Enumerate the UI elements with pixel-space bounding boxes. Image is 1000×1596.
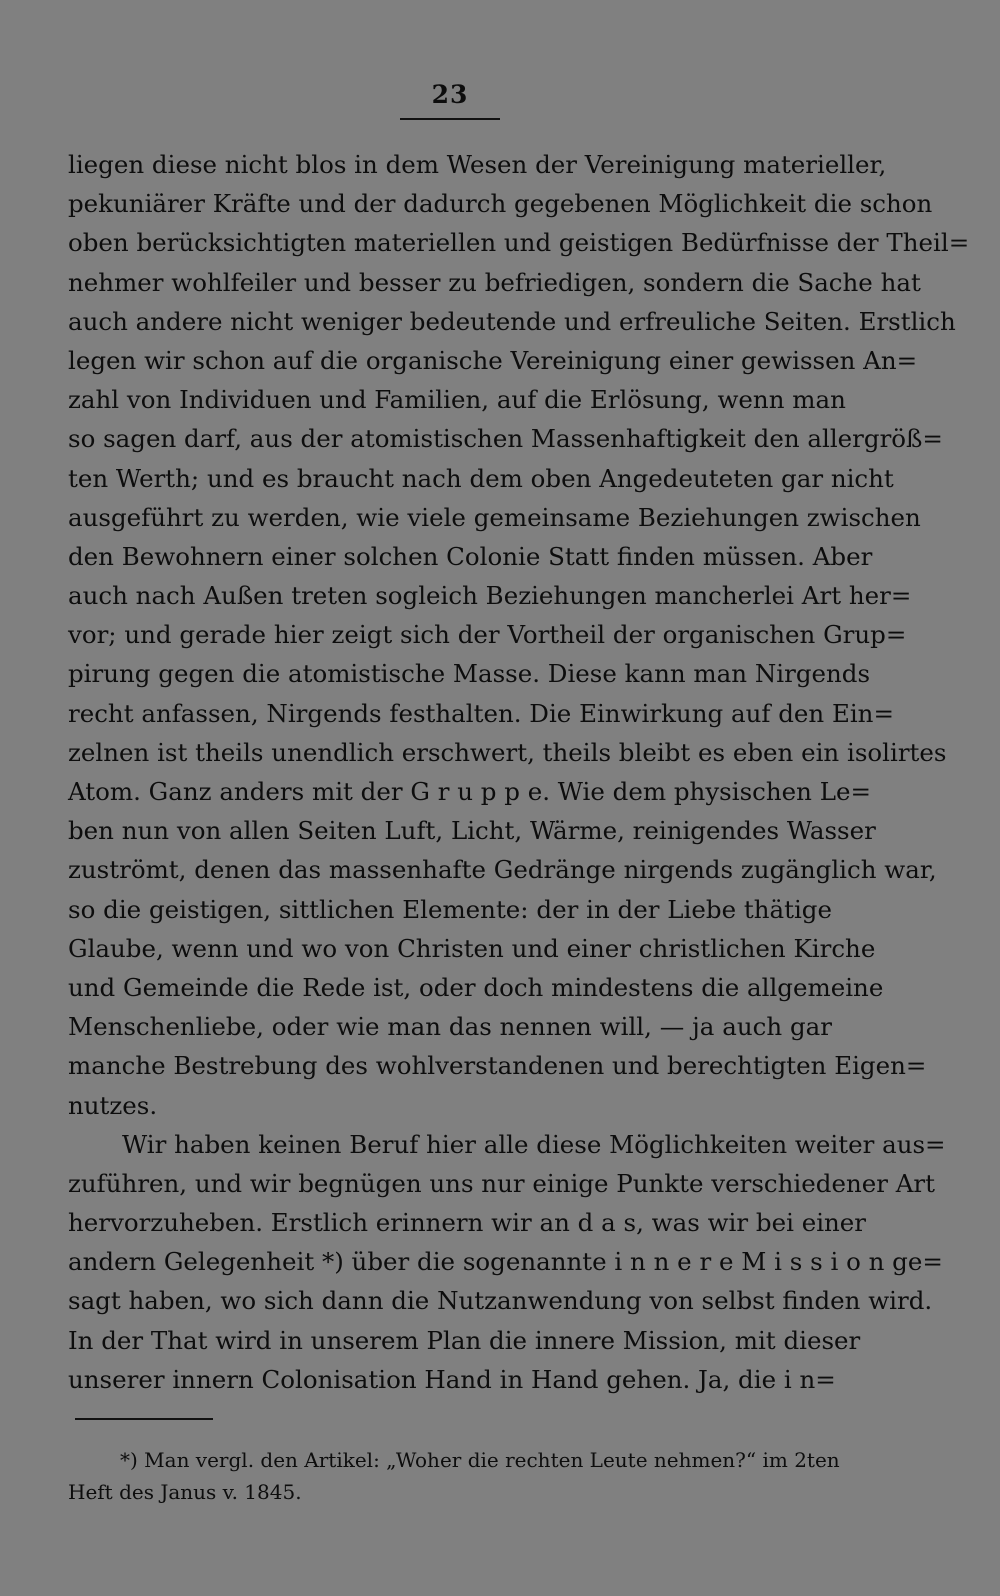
text-line: legen wir schon auf die organische Vereinigung einer gewissen An= (68, 345, 918, 375)
page-number-rule (400, 118, 500, 120)
text-line: so sagen darf, aus der atomistischen Massenhaftigkeit den allergröß= (68, 424, 943, 454)
text-line: Atom. Ganz anders mit der G r u p p e. Wie dem physischen Le= (68, 777, 872, 806)
text-line: recht anfassen, Nirgends festhalten. Die Einwirkung auf den Ein= (68, 698, 894, 728)
text-line: auch andere nicht weniger bedeutende und erfreuliche Seiten. Erstlich (68, 306, 956, 336)
page-number: 23 (431, 80, 469, 109)
text-line: Glaube, wenn und wo von Christen und einer christlichen Kirche (68, 933, 876, 963)
text-line: manche Bestrebung des wohlverstandenen und berechtigten Eigen= (68, 1051, 927, 1081)
body-text (68, 145, 970, 1399)
text-line: ausgeführt zu werden, wie viele gemeinsame Beziehungen zwischen (68, 502, 921, 532)
text-line: zuströmt, denen das massenhafte Gedränge nirgends zugänglich war, (68, 855, 937, 885)
footnote-line: Heft des Janus v. 1845. (68, 1480, 302, 1504)
text-line: oben berücksichtigten materiellen und geistigen Bedürfnisse der Theil= (68, 228, 970, 258)
text-line: so die geistigen, sittlichen Elemente: der in der Liebe thätige (68, 894, 832, 924)
text-line: ten Werth; und es braucht nach dem oben Angedeuteten gar nicht (68, 463, 894, 493)
text-line: auch nach Außen treten sogleich Beziehungen mancherlei Art her= (68, 581, 912, 611)
text-line: zahl von Individuen und Familien, auf die Erlösung, wenn man (68, 385, 846, 415)
text-line: vor; und gerade hier zeigt sich der Vortheil der organischen Grup= (68, 620, 907, 650)
text-line: Menschenliebe, oder wie man das nennen will, — ja auch gar (68, 1012, 832, 1042)
text-line: andern Gelegenheit *) über die sogenannte i n n e r e M i s s i o n ge= (68, 1247, 943, 1277)
text-line: liegen diese nicht blos in dem Wesen der Vereinigung materieller, (68, 150, 887, 179)
text-line: sagt haben, wo sich dann die Nutzanwendung von selbst finden wird. (68, 1286, 933, 1316)
text-line: hervorzuheben. Erstlich erinnern wir an d a s, was wir bei einer (68, 1208, 867, 1238)
text-line: ben nun von allen Seiten Luft, Licht, Wärme, reinigendes Wasser (68, 816, 876, 846)
footnote (68, 1444, 840, 1508)
text-line: und Gemeinde die Rede ist, oder doch mindestens die allgemeine (68, 972, 884, 1002)
text-line: In der That wird in unserem Plan die innere Mission, mit dieser (68, 1325, 861, 1355)
text-line: den Bewohnern einer solchen Colonie Statt finden müssen. Aber (68, 541, 873, 571)
text-line: pirung gegen die atomistische Masse. Diese kann man Nirgends (68, 659, 871, 689)
text-line: unserer innern Colonisation Hand in Hand gehen. Ja, die i n= (68, 1364, 836, 1394)
text-line: zuführen, und wir begnügen uns nur einige Punkte verschiedener Art (68, 1168, 935, 1198)
footnote-rule (75, 1418, 213, 1420)
text-line: pekuniärer Kräfte und der dadurch gegebenen Möglichkeit die schon (68, 189, 933, 219)
paragraph-end-line: nutzes. (68, 1090, 158, 1120)
footnote-line: *) Man vergl. den Artikel: „Woher die rechten Leute nehmen?“ im 2ten (120, 1448, 840, 1472)
text-line: nehmer wohlfeiler und besser zu befriedigen, sondern die Sache hat (68, 267, 921, 297)
paragraph-start-line: Wir haben keinen Beruf hier alle diese Möglichkeiten weiter aus= (122, 1129, 946, 1159)
text-line: zelnen ist theils unendlich erschwert, theils bleibt es eben ein isolirtes (68, 737, 947, 767)
